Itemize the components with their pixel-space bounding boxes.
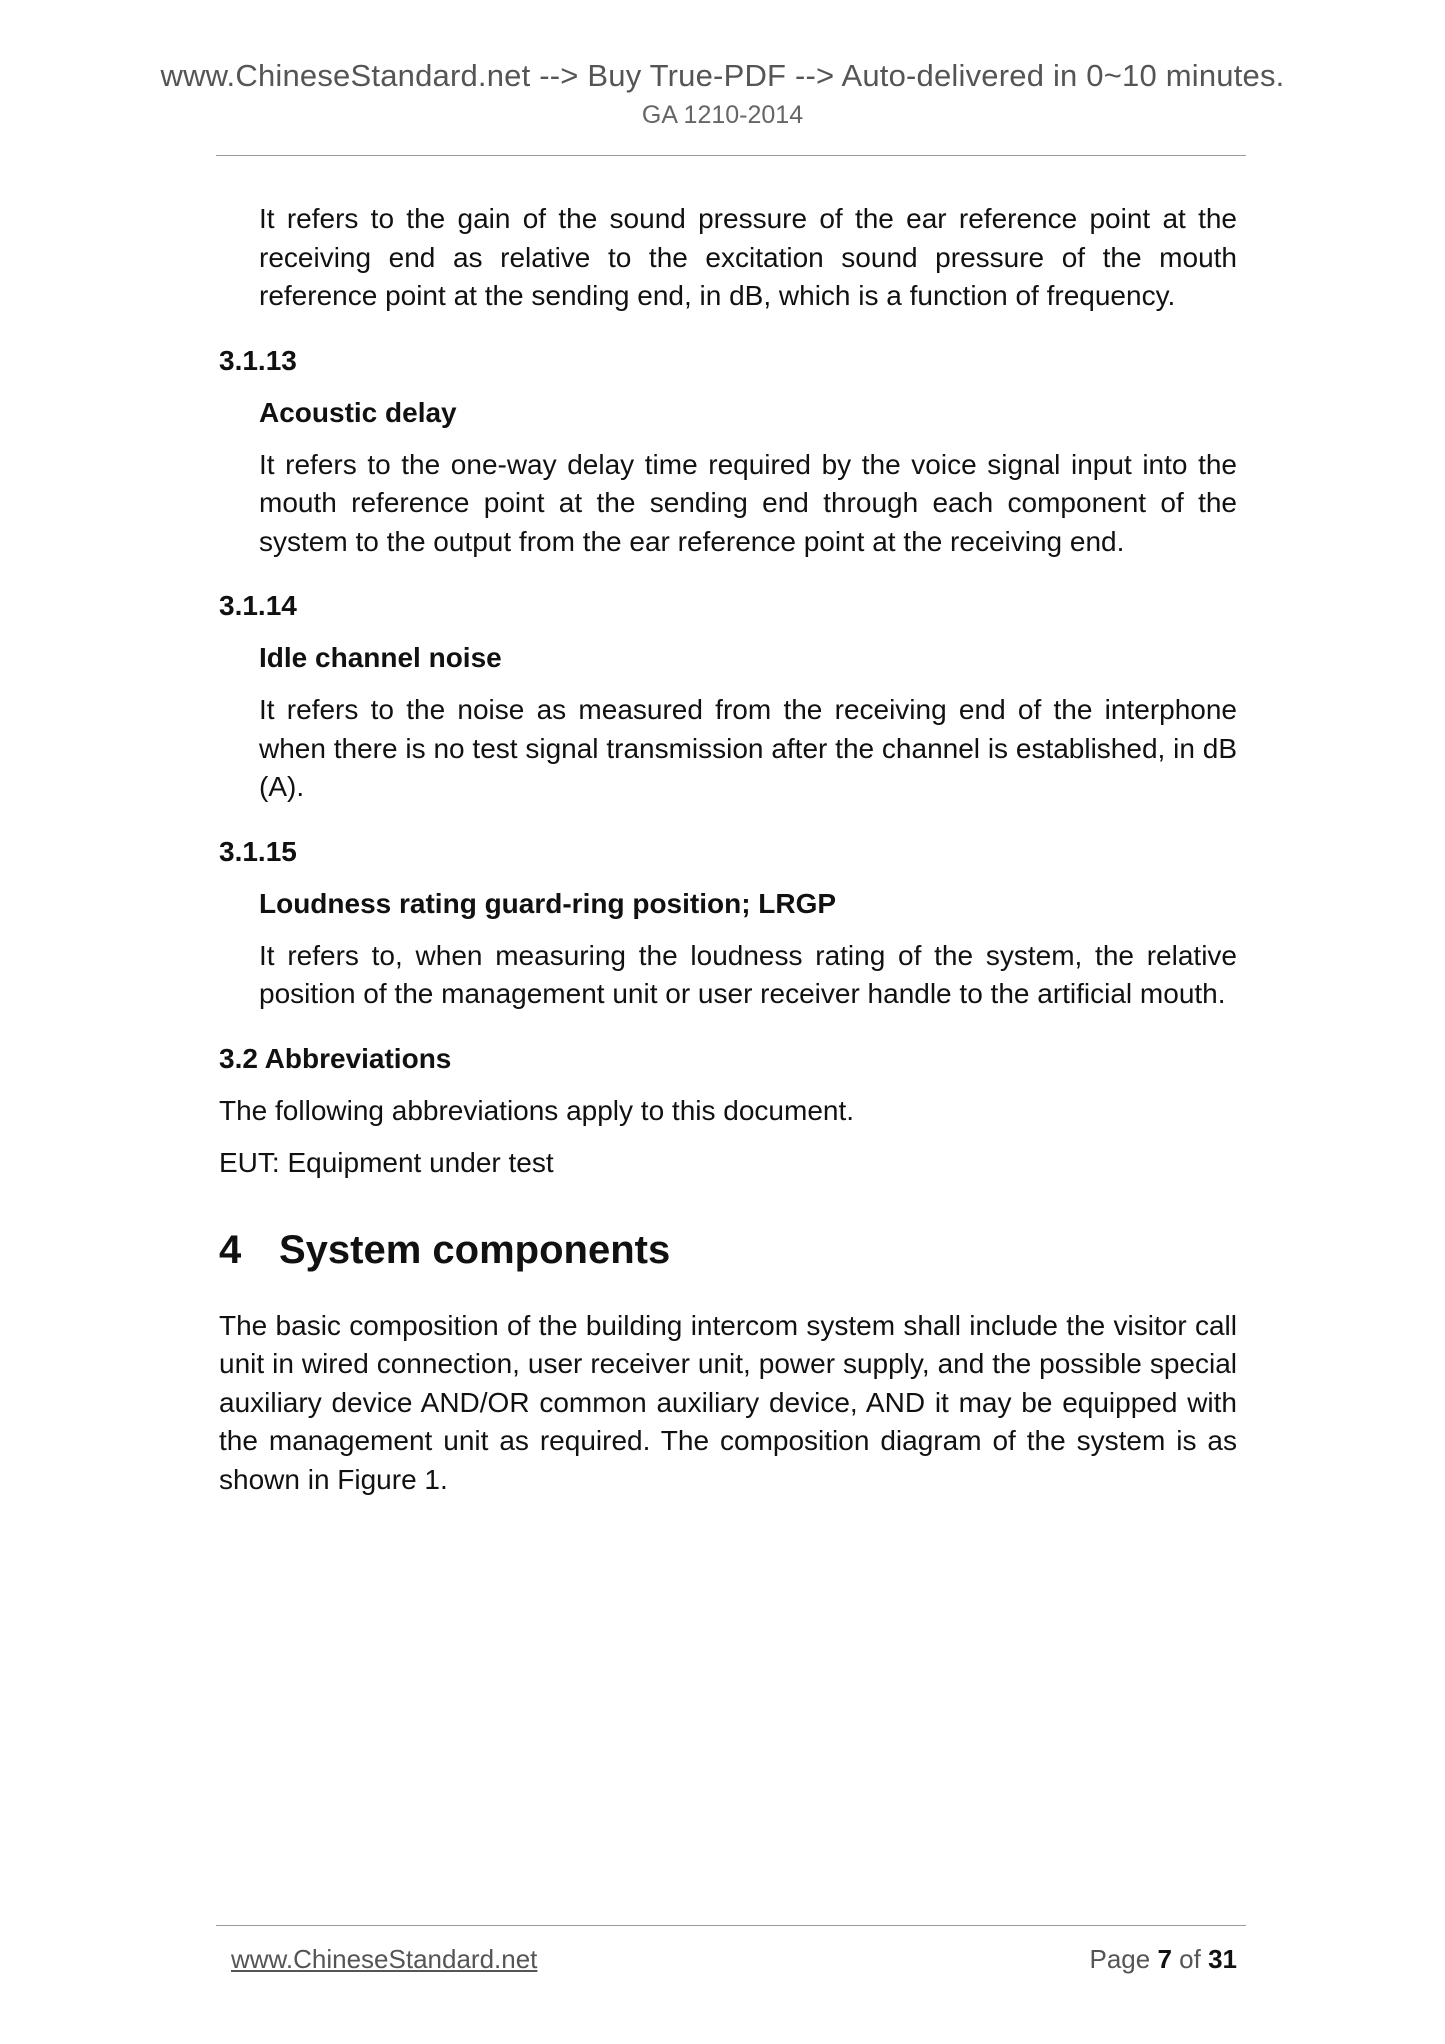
page-of: of bbox=[1179, 1944, 1201, 1974]
system-components-text: The basic composition of the building intercom system shall include the visitor call unit in wired connection, user receiver unit, power supply, and the possible special auxiliary device AND/OR common auxiliary device, AND it may be equipped with the management unit as required. The composition diagram of the system is as shown in Figure 1. bbox=[219, 1309, 1237, 1495]
clause-number-3-1-14: 3.1.14 bbox=[219, 590, 297, 621]
footer-divider bbox=[216, 1925, 1246, 1926]
page-current: 7 bbox=[1157, 1944, 1172, 1974]
page-footer bbox=[231, 1942, 1237, 1976]
page-label: Page bbox=[1089, 1944, 1151, 1974]
page-total: 31 bbox=[1208, 1944, 1237, 1974]
page-number bbox=[1089, 1942, 1237, 1976]
document-body bbox=[219, 200, 1237, 1499]
footer-website-link[interactable]: www.ChineseStandard.net bbox=[231, 1944, 538, 1974]
abbreviations-intro: The following abbreviations apply to this document. bbox=[219, 1094, 855, 1126]
page-header bbox=[0, 56, 1445, 132]
standard-code: GA 1210-2014 bbox=[641, 101, 804, 129]
section-title-text: System components bbox=[279, 1227, 671, 1272]
definition-3-1-15: It refers to, when measuring the loudness rating of the system, the relative position of the management unit or user receiver handle to the artificial mouth. bbox=[259, 939, 1237, 1009]
definition-3-1-13: It refers to the one-way delay time required by the voice signal input into the mouth reference point at the sending end through each component of the system to the output from the ear reference point at the receiving end. bbox=[259, 448, 1237, 557]
clause-number-3-1-13: 3.1.13 bbox=[219, 344, 297, 376]
term-acoustic-delay: Acoustic delay bbox=[259, 396, 457, 428]
term-idle-channel-noise: Idle channel noise bbox=[259, 642, 502, 673]
header-banner[interactable]: www.ChineseStandard.net --> Buy True-PDF --> Auto-delivered in 0~10 minutes. bbox=[160, 58, 1285, 93]
definition-3-1-14: It refers to the noise as measured from the receiving end of the interphone when there is no test signal transmission after the channel is established, in dB (A). bbox=[259, 694, 1237, 802]
definition-3-1-12: It refers to the gain of the sound pressure of the ear reference point at the receiving end as relative to the excitation sound pressure of the mouth reference point at the sending end, in dB, which is a function of frequency. bbox=[259, 203, 1237, 311]
abbreviation-eut: EUT: Equipment under test bbox=[219, 1147, 554, 1178]
section-title-4 bbox=[219, 1225, 1237, 1275]
section-heading-3-2: 3.2 Abbreviations bbox=[219, 1042, 452, 1074]
clause-number-3-1-15: 3.1.15 bbox=[219, 835, 297, 867]
header-divider bbox=[216, 155, 1246, 156]
term-lrgp: Loudness rating guard-ring position; LRGP bbox=[259, 887, 837, 919]
section-number: 4 bbox=[219, 1227, 242, 1272]
